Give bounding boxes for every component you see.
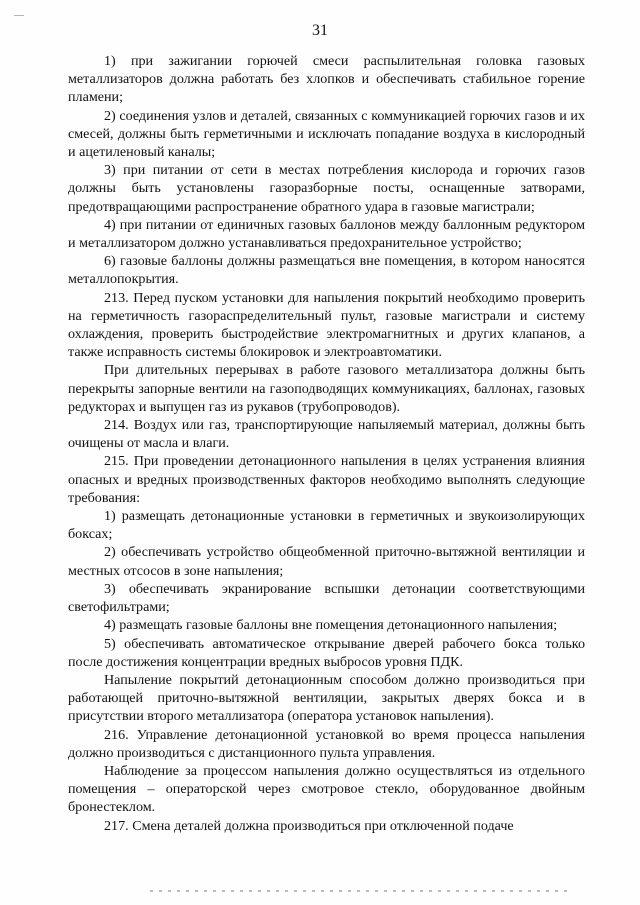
paragraph-clause-213: 213. Перед пуском установки для напыления покрытий необходимо проверить на герметичность газораспределительный пульт, газовые магистрали и систему охлаждения, проверить быстродействие электромагнитных и других клапанов, а также исправность системы блокировок и электроавтоматики. [68,289,585,361]
page-number: 31 [312,22,328,39]
paragraph-requirement-5: 5) обеспечивать автоматическое открывание дверей рабочего бокса только после достижения концентрации вредных выбросов уровня ПДК. [68,635,585,670]
scan-artifact-mark: — [14,10,24,21]
paragraph-clause-214: 214. Воздух или газ, транспортирующие напыляемый материал, должны быть очищены от масла и влаги. [68,417,585,452]
paragraph-item-6: 6) газовые баллоны должны размещаться вне помещения, в котором наносятся металлопокрытия. [68,253,585,288]
document-body [68,52,585,835]
paragraph-requirement-4: 4) размещать газовые баллоны вне помещения детонационного напыления; [104,617,558,634]
paragraph-requirement-1: 1) размещать детонационные установки в герметичных и звукоизолирующих боксах; [68,508,585,543]
paragraph-detonation-coating: Напыление покрытий детонационным способом должно производиться при работающей приточно-вытяжной вентиляции, закрытых дверях бокса и в присутствии второго металлизатора (оператора установок напыления). [68,671,585,725]
paragraph-clause-217: 217. Смена деталей должна производиться при отключенной подаче [104,817,514,834]
paragraph-item-2: 2) соединения узлов и деталей, связанных с коммуникацией горючих газов и их смесей, должны быть герметичными и исключать попадание воздуха в кислородный и ацетиленовый каналы; [68,107,585,161]
paragraph-requirement-2: 2) обеспечивать устройство общеобменной приточно-вытяжной вентиляции и местных отсосов в зоне напыления; [68,544,585,579]
paragraph-item-3: 3) при питании от сети в местах потребления кислорода и горючих газов должны быть установлены газоразборные посты, оснащенные затворами, предотвращающими распространение обратного удара в газовые магистрали; [68,162,585,215]
paragraph-requirement-3: 3) обеспечивать экранирование вспышки детонации соответствующими светофильтрами; [68,580,585,616]
paragraph-item-1: 1) при зажигании горючей смеси распылительная головка газовых металлизаторов должна работать без хлопков и обеспечивать стабильное горение пламени; [68,53,585,106]
paragraph-long-breaks: При длительных перерывах в работе газового металлизатора должны быть перекрыты запорные вентили на газоподводящих коммуникациях, баллонах, газовых редукторах и выпущен газ из рукавов (трубопроводов). [68,362,585,415]
paragraph-clause-215: 215. При проведении детонационного напыления в целях устранения влияния опасных и вредных производственных факторов необходимо выполнять следующие требования: [68,453,585,506]
paragraph-observation: Наблюдение за процессом напыления должно осуществляться из отдельного помещения – операторской через смотровое стекло, оборудованное двойным бронестеклом. [68,762,585,816]
paragraph-item-4: 4) при питании от единичных газовых баллонов между баллонным редуктором и металлизатором должно устанавливаться предохранительное устройство; [68,216,585,252]
paragraph-clause-216: 216. Управление детонационной установкой во время процесса напыления должно производиться с дистанционного пульта управления. [68,726,585,761]
scan-bottom-artifact [150,890,570,892]
